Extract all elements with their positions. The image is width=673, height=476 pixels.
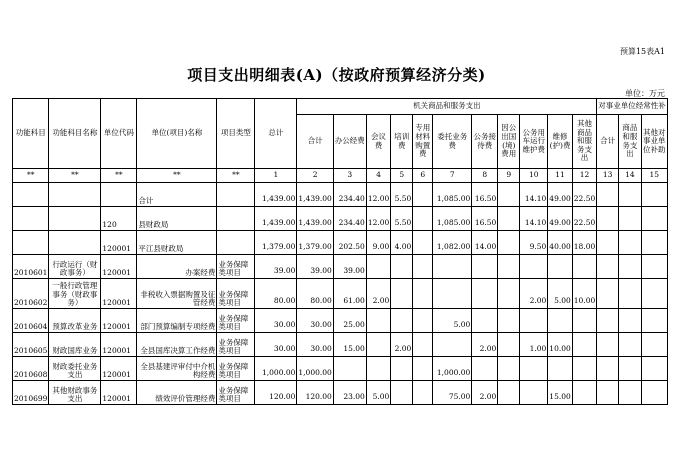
index-cell: 8: [472, 169, 498, 183]
value-cell: 16.50: [472, 207, 498, 231]
value-cell: [413, 255, 433, 279]
project-type-cell: [217, 207, 255, 231]
value-cell: 14.10: [520, 183, 548, 207]
value-cell: [498, 333, 520, 357]
unit-name-cell: 合计: [137, 183, 217, 207]
value-cell: [391, 357, 413, 381]
func-code-cell: 2010604: [13, 309, 49, 333]
header-group-goods-services: 机关商品和服务支出: [297, 99, 597, 115]
value-cell: [413, 231, 433, 255]
func-name-cell: [49, 183, 101, 207]
unit-code-cell: 120001: [101, 279, 137, 309]
value-cell: [413, 183, 433, 207]
index-cell: 3: [333, 169, 366, 183]
project-type-cell: 业务保障类项目: [217, 333, 255, 357]
header-reception: 公务接待费: [472, 115, 498, 169]
header-func-name: 功能科目名称: [49, 99, 101, 169]
unit-code-cell: 120001: [101, 309, 137, 333]
value-cell: 75.00: [433, 381, 472, 405]
value-cell: [498, 207, 520, 231]
value-cell: [472, 357, 498, 381]
value-cell: 234.40: [333, 183, 366, 207]
value-cell: 80.00: [255, 279, 297, 309]
func-name-cell: 财政委托业务支出: [49, 357, 101, 381]
value-cell: [618, 357, 641, 381]
value-cell: [391, 279, 413, 309]
header-special-material: 专用材料购置费: [413, 115, 433, 169]
value-cell: [597, 357, 619, 381]
value-cell: 2.00: [520, 279, 548, 309]
value-cell: 1,085.00: [433, 207, 472, 231]
value-cell: 1,379.00: [297, 231, 333, 255]
value-cell: 15.00: [333, 333, 366, 357]
value-cell: [391, 255, 413, 279]
index-cell: 2: [297, 169, 333, 183]
value-cell: [618, 381, 641, 405]
unit-code-cell: 120001: [101, 357, 137, 381]
value-cell: 1,000.00: [433, 357, 472, 381]
value-cell: [413, 207, 433, 231]
value-cell: [572, 333, 596, 357]
func-name-cell: 行政运行（财政事务）: [49, 255, 101, 279]
value-cell: 5.00: [366, 381, 390, 405]
unit-code-cell: 120001: [101, 333, 137, 357]
unit-name-cell: 绩效评价管理经费: [137, 381, 217, 405]
value-cell: 1,439.00: [297, 207, 333, 231]
value-cell: [366, 357, 390, 381]
func-code-cell: 2010605: [13, 333, 49, 357]
value-cell: 9.50: [520, 231, 548, 255]
index-row: [13, 169, 668, 183]
value-cell: [498, 381, 520, 405]
value-cell: [413, 279, 433, 309]
value-cell: [520, 309, 548, 333]
value-cell: [597, 207, 619, 231]
func-name-cell: [49, 207, 101, 231]
value-cell: 202.50: [333, 231, 366, 255]
value-cell: 1,000.00: [255, 357, 297, 381]
header-meeting: 会议费: [366, 115, 390, 169]
value-cell: 30.00: [255, 333, 297, 357]
index-cell: 7: [433, 169, 472, 183]
value-cell: 2.00: [472, 333, 498, 357]
index-cell: **: [217, 169, 255, 183]
project-type-cell: 业务保障类项目: [217, 279, 255, 309]
func-code-cell: [13, 207, 49, 231]
value-cell: [498, 183, 520, 207]
table-row: [13, 279, 668, 309]
unit-name-cell: 部门预算编制专项经费: [137, 309, 217, 333]
index-cell: 13: [597, 169, 619, 183]
table-row: [13, 357, 668, 381]
value-cell: 5.00: [548, 279, 572, 309]
value-cell: [413, 333, 433, 357]
value-cell: [520, 357, 548, 381]
value-cell: 18.00: [572, 231, 596, 255]
header-training: 培训费: [391, 115, 413, 169]
value-cell: 23.00: [333, 381, 366, 405]
value-cell: 2.00: [472, 381, 498, 405]
header-unit-name: 单位(项目)名称: [137, 99, 217, 169]
unit-name-cell: 非税收入票据购置及征管经费: [137, 279, 217, 309]
header-unit-code: 单位代码: [101, 99, 137, 169]
project-type-cell: 业务保障类项目: [217, 357, 255, 381]
value-cell: 14.00: [472, 231, 498, 255]
table-number-label: 预算15表A1: [619, 47, 665, 56]
value-cell: [597, 231, 619, 255]
value-cell: [572, 309, 596, 333]
project-type-cell: [217, 183, 255, 207]
value-cell: 1,439.00: [255, 183, 297, 207]
value-cell: [597, 183, 619, 207]
index-cell: 4: [366, 169, 390, 183]
header-total: 总计: [255, 99, 297, 169]
value-cell: [618, 207, 641, 231]
value-cell: 30.00: [297, 333, 333, 357]
value-cell: 1,439.00: [297, 183, 333, 207]
value-cell: [618, 333, 641, 357]
value-cell: 25.00: [333, 309, 366, 333]
value-cell: [498, 279, 520, 309]
value-cell: [597, 333, 619, 357]
value-cell: [413, 381, 433, 405]
table-row: [13, 333, 668, 357]
value-cell: [433, 333, 472, 357]
value-cell: [548, 255, 572, 279]
value-cell: [413, 357, 433, 381]
value-cell: [366, 255, 390, 279]
value-cell: 61.00: [333, 279, 366, 309]
header-public-goods: 商品和服务支出: [618, 115, 641, 169]
header-office: 办公经费: [333, 115, 366, 169]
value-cell: [597, 381, 619, 405]
value-cell: 30.00: [255, 309, 297, 333]
value-cell: [548, 309, 572, 333]
value-cell: 120.00: [297, 381, 333, 405]
table-row: [13, 309, 668, 333]
unit-name-cell: 全县基建评审付中介机构经费: [137, 357, 217, 381]
value-cell: 5.00: [433, 309, 472, 333]
value-cell: 22.50: [572, 183, 596, 207]
func-code-cell: 2010601: [13, 255, 49, 279]
unit-name-cell: 办案经费: [137, 255, 217, 279]
value-cell: 16.50: [472, 183, 498, 207]
value-cell: 15.00: [548, 381, 572, 405]
value-cell: [641, 183, 667, 207]
header-entrust: 委托业务费: [433, 115, 472, 169]
value-cell: [597, 255, 619, 279]
header-other-goods: 其他商品和服务支出: [572, 115, 596, 169]
index-cell: 9: [498, 169, 520, 183]
value-cell: [641, 357, 667, 381]
value-cell: [618, 255, 641, 279]
func-code-cell: 2010602: [13, 279, 49, 309]
value-cell: 5.50: [391, 207, 413, 231]
header-project-type: 项目类型: [217, 99, 255, 169]
unit-code-cell: 120001: [101, 381, 137, 405]
header-public-other: 其他对事业单位补助: [641, 115, 667, 169]
value-cell: [498, 255, 520, 279]
value-cell: 1.00: [520, 333, 548, 357]
value-cell: [472, 255, 498, 279]
header-vehicle: 公务用车运行维护费: [520, 115, 548, 169]
value-cell: 39.00: [297, 255, 333, 279]
page-title: 项目支出明细表(A)（按政府预算经济分类): [187, 66, 486, 84]
value-cell: [548, 357, 572, 381]
unit-label: 单位：万元: [625, 89, 665, 98]
value-cell: [498, 309, 520, 333]
index-cell: 12: [572, 169, 596, 183]
value-cell: [366, 309, 390, 333]
value-cell: 1,379.00: [255, 231, 297, 255]
value-cell: [641, 279, 667, 309]
value-cell: 2.00: [366, 279, 390, 309]
value-cell: [413, 309, 433, 333]
value-cell: 80.00: [297, 279, 333, 309]
value-cell: 39.00: [333, 255, 366, 279]
project-type-cell: 业务保障类项目: [217, 309, 255, 333]
value-cell: [333, 357, 366, 381]
value-cell: [641, 381, 667, 405]
value-cell: 14.10: [520, 207, 548, 231]
unit-name-cell: 平江县财政局: [137, 231, 217, 255]
table-row: [13, 183, 668, 207]
unit-code-cell: 120: [101, 207, 137, 231]
unit-name-cell: 县财政局: [137, 207, 217, 231]
value-cell: [391, 309, 413, 333]
index-cell: 10: [520, 169, 548, 183]
table-row: [13, 381, 668, 405]
value-cell: [366, 333, 390, 357]
func-code-cell: 2010699: [13, 381, 49, 405]
table-row: [13, 255, 668, 279]
index-cell: 15: [641, 169, 667, 183]
project-type-cell: [217, 231, 255, 255]
value-cell: 12.00: [366, 183, 390, 207]
header-group-public-subsidy: 对事业单位经常性补: [597, 99, 668, 115]
table-row: [13, 207, 668, 231]
value-cell: [618, 279, 641, 309]
func-name-cell: 其他财政事务支出: [49, 381, 101, 405]
value-cell: 30.00: [297, 309, 333, 333]
value-cell: 5.50: [391, 183, 413, 207]
value-cell: [641, 333, 667, 357]
header-maintain: 维修(护)费: [548, 115, 572, 169]
value-cell: 49.00: [548, 183, 572, 207]
value-cell: 12.00: [366, 207, 390, 231]
index-cell: 11: [548, 169, 572, 183]
value-cell: [520, 381, 548, 405]
header-func-code: 功能科目: [13, 99, 49, 169]
func-code-cell: [13, 183, 49, 207]
value-cell: 10.00: [548, 333, 572, 357]
value-cell: [520, 255, 548, 279]
header-public-subtotal: 合计: [597, 115, 619, 169]
index-cell: **: [137, 169, 217, 183]
value-cell: 40.00: [548, 231, 572, 255]
value-cell: 1,000.00: [297, 357, 333, 381]
index-cell: 6: [413, 169, 433, 183]
index-cell: **: [49, 169, 101, 183]
value-cell: [433, 255, 472, 279]
expenditure-table: [12, 98, 668, 405]
func-name-cell: 预算改革业务: [49, 309, 101, 333]
value-cell: [572, 357, 596, 381]
value-cell: [618, 231, 641, 255]
func-code-cell: [13, 231, 49, 255]
header-subtotal: 合计: [297, 115, 333, 169]
value-cell: 1,082.00: [433, 231, 472, 255]
value-cell: 234.40: [333, 207, 366, 231]
table-row: [13, 231, 668, 255]
value-cell: [472, 309, 498, 333]
value-cell: [641, 255, 667, 279]
value-cell: 1,439.00: [255, 207, 297, 231]
value-cell: 2.00: [391, 333, 413, 357]
index-cell: **: [13, 169, 49, 183]
value-cell: 9.00: [366, 231, 390, 255]
value-cell: 1,085.00: [433, 183, 472, 207]
value-cell: [618, 183, 641, 207]
value-cell: [498, 231, 520, 255]
value-cell: [498, 357, 520, 381]
value-cell: 22.50: [572, 207, 596, 231]
value-cell: [618, 309, 641, 333]
header-abroad: 因公出国(境)费用: [498, 115, 520, 169]
index-cell: **: [101, 169, 137, 183]
value-cell: 4.00: [391, 231, 413, 255]
value-cell: 120.00: [255, 381, 297, 405]
unit-name-cell: 全县国库决算工作经费: [137, 333, 217, 357]
value-cell: [597, 309, 619, 333]
unit-code-cell: 120001: [101, 231, 137, 255]
value-cell: [572, 381, 596, 405]
value-cell: [391, 381, 413, 405]
index-cell: 14: [618, 169, 641, 183]
func-code-cell: 2010608: [13, 357, 49, 381]
func-name-cell: 财政国库业务: [49, 333, 101, 357]
func-name-cell: 一般行政管理事务（财政事务）: [49, 279, 101, 309]
unit-code-cell: [101, 183, 137, 207]
index-cell: 5: [391, 169, 413, 183]
index-cell: 1: [255, 169, 297, 183]
func-name-cell: [49, 231, 101, 255]
project-type-cell: 业务保障类项目: [217, 381, 255, 405]
value-cell: 39.00: [255, 255, 297, 279]
value-cell: [597, 279, 619, 309]
value-cell: [641, 309, 667, 333]
value-cell: [472, 279, 498, 309]
value-cell: 10.00: [572, 279, 596, 309]
value-cell: [433, 279, 472, 309]
value-cell: [641, 231, 667, 255]
project-type-cell: 业务保障类项目: [217, 255, 255, 279]
unit-code-cell: 120001: [101, 255, 137, 279]
value-cell: [641, 207, 667, 231]
value-cell: 49.00: [548, 207, 572, 231]
value-cell: [572, 255, 596, 279]
